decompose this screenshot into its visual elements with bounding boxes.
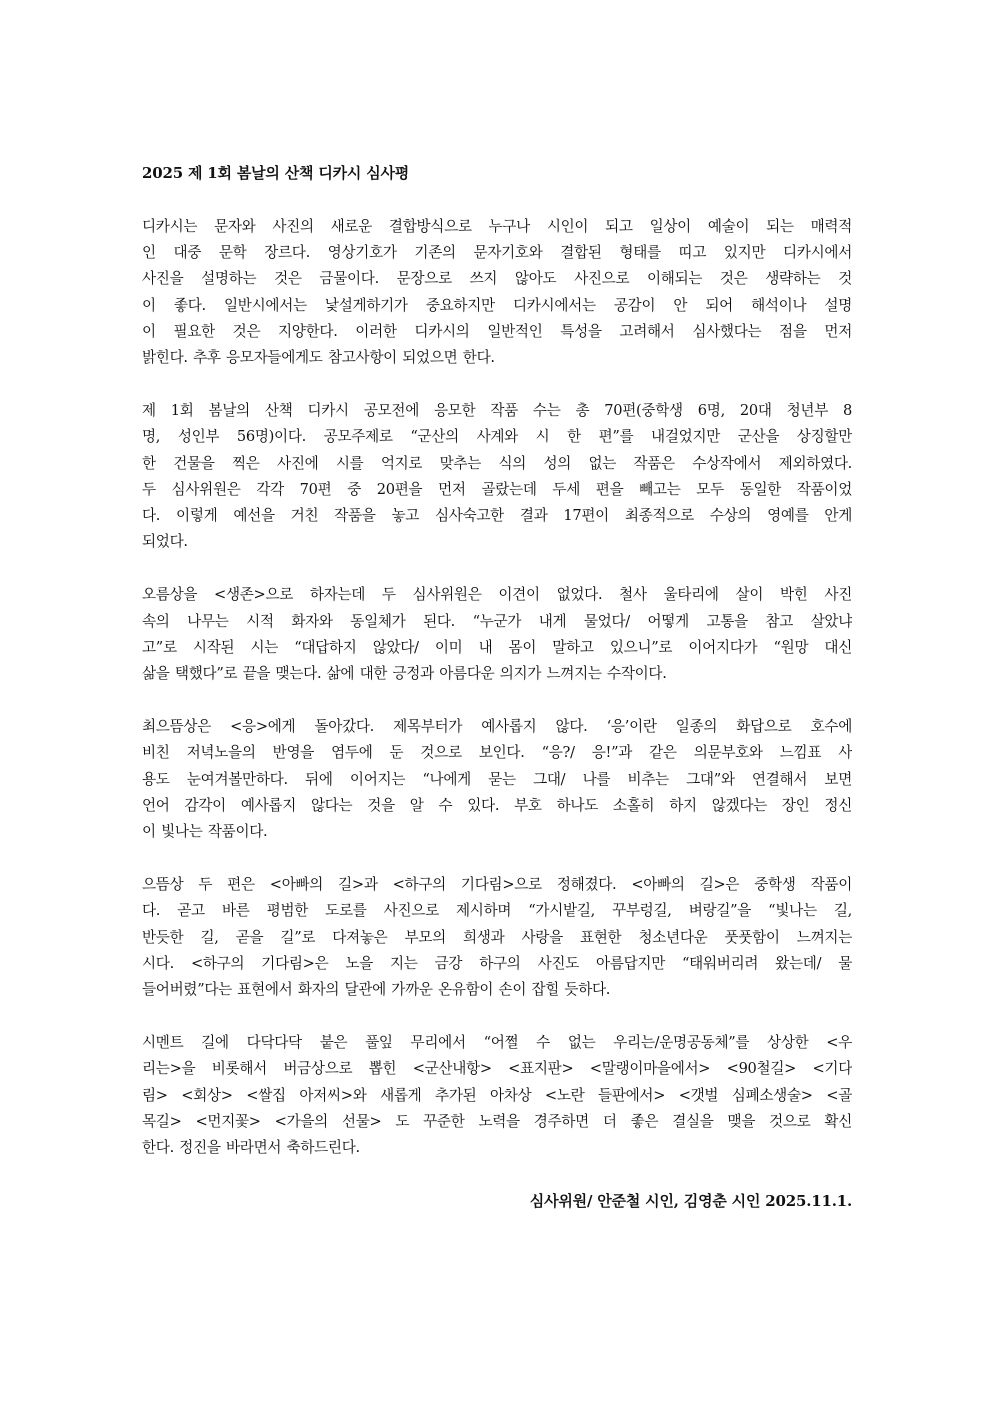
- paragraph-line: 다. 곧고 바른 평범한 도로를 사진으로 제시하며 “가시밭길, 꾸부렁길, 벼랑길”을 “빛나는 길,: [142, 902, 852, 920]
- paragraph-line: 시멘트 길에 다닥다닥 붙은 풀잎 무리에서 “어쩔 수 없는 우리는/운명공동체”를 상상한 <우: [142, 1034, 852, 1052]
- paragraph-line: 들어버렸”다는 표현에서 화자의 달관에 가까운 온유함이 손이 잡힐 듯하다.: [142, 981, 611, 999]
- document-page: [142, 160, 852, 1214]
- paragraph-line: 리는>을 비롯해서 버금상으로 뽑힌 <군산내항> <표지판> <말랭이마을에서> <90철길> <기다: [142, 1060, 852, 1078]
- paragraph-line: 되었다.: [142, 533, 188, 551]
- paragraph: [142, 398, 852, 555]
- paragraph-line: 제 1회 봄날의 산책 디카시 공모전에 응모한 작품 수는 총 70편(중학생 6명, 20대 청년부 8: [142, 402, 852, 420]
- paragraph-line: 한 건물을 찍은 사진에 시를 억지로 맞추는 식의 성의 없는 작품은 수상작에서 제외하였다.: [142, 454, 852, 472]
- paragraph-line: 반듯한 길, 곧을 길”로 다져놓은 부모의 희생과 사랑을 표현한 청소년다운 풋풋함이 느껴지는: [142, 928, 852, 946]
- paragraph-line: 용도 눈여겨볼만하다. 뒤에 이어지는 “나에게 묻는 그대/ 나를 비추는 그대”와 연결해서 보면: [142, 770, 852, 788]
- paragraph: [142, 582, 852, 687]
- paragraph: [142, 714, 852, 845]
- paragraph-line: 명, 성인부 56명)이다. 공모주제로 “군산의 사계와 시 한 편”를 내걸었지만 군산을 상징할만: [142, 428, 852, 446]
- paragraph-line: 이 필요한 것은 지양한다. 이러한 디카시의 일반적인 특성을 고려해서 심사했다는 점을 먼저: [142, 322, 852, 340]
- paragraph-line: 시다. <하구의 기다림>은 노을 지는 금강 하구의 사진도 아름답지만 “태워버리려 왔는데/ 물: [142, 954, 852, 972]
- paragraph-line: 속의 나무는 시적 화자와 동일체가 된다. “누군가 내게 물었다/ 어떻게 고통을 참고 살았냐: [142, 612, 852, 630]
- paragraph: [142, 214, 852, 371]
- paragraph-line: 밝힌다. 추후 응모자들에게도 참고사항이 되었으면 한다.: [142, 349, 495, 367]
- paragraph-line: 두 심사위원은 각각 70편 중 20편을 먼저 골랐는데 두세 편을 빼고는 모두 동일한 작품이었: [142, 480, 852, 498]
- paragraph-line: 삶을 택했다”로 끝을 맺는다. 삶에 대한 긍정과 아름다운 의지가 느껴지는 수작이다.: [142, 665, 667, 683]
- paragraph-line: 이 빛나는 작품이다.: [142, 823, 268, 841]
- paragraph-line: 으뜸상 두 편은 <아빠의 길>과 <하구의 기다림>으로 정해졌다. <아빠의 길>은 중학생 작품이: [142, 876, 852, 894]
- paragraph-line: 언어 감각이 예사롭지 않다는 것을 알 수 있다. 부호 하나도 소홀히 하지 않겠다는 장인 정신: [142, 796, 852, 814]
- paragraph-line: 인 대중 문학 장르다. 영상기호가 기존의 문자기호와 결합된 형태를 띠고 있지만 디카시에서: [142, 244, 852, 262]
- paragraph-line: 림> <회상> <쌀집 아저씨>와 새롭게 추가된 아차상 <노란 들판에서> <갯벌 심폐소생술> <골: [142, 1086, 852, 1104]
- paragraph-line: 사진을 설명하는 것은 금물이다. 문장으로 쓰지 않아도 사진으로 이해되는 것은 생략하는 것: [142, 270, 852, 288]
- paragraph: [142, 872, 852, 1003]
- document-title: 2025 제 1회 봄날의 산책 디카시 심사평: [142, 164, 410, 182]
- paragraph-line: 디카시는 문자와 사진의 새로운 결합방식으로 누구나 시인이 되고 일상이 예술이 되는 매력적: [142, 218, 852, 235]
- paragraph-line: 목길> <먼지꽃> <가을의 선물> 도 꾸준한 노력을 경주하면 더 좋은 결실을 맺을 것으로 확신: [142, 1112, 852, 1130]
- document-body: [142, 214, 852, 1161]
- paragraph-line: 다. 이렇게 예선을 거친 작품을 놓고 심사숙고한 결과 17편이 최종적으로 수상의 영예를 안게: [142, 507, 852, 525]
- paragraph-line: 이 좋다. 일반시에서는 낯설게하기가 중요하지만 디카시에서는 공감이 안 되어 해석이나 설명: [142, 296, 852, 314]
- paragraph-line: 비친 저녁노을의 반영을 염두에 둔 것으로 보인다. “응?/ 응!”과 같은 의문부호와 느낌표 사: [142, 744, 852, 762]
- paragraph-line: 고”로 시작된 시는 “대답하지 않았다/ 이미 내 몸이 말하고 있으니”로 이어지다가 “원망 대신: [142, 638, 852, 656]
- paragraph: [142, 1030, 852, 1161]
- signature: 심사위원/ 안준철 시인, 김영춘 시인 2025.11.1.: [529, 1192, 852, 1211]
- paragraph-line: 한다. 정진을 바라면서 축하드린다.: [142, 1139, 360, 1157]
- paragraph-line: 최으뜸상은 <응>에게 돌아갔다. 제목부터가 예사롭지 않다. ‘응’이란 일종의 화답으로 호수에: [142, 718, 852, 736]
- paragraph-line: 오름상을 <생존>으로 하자는데 두 심사위원은 이견이 없었다. 철사 울타리에 살이 박힌 사진: [142, 586, 852, 604]
